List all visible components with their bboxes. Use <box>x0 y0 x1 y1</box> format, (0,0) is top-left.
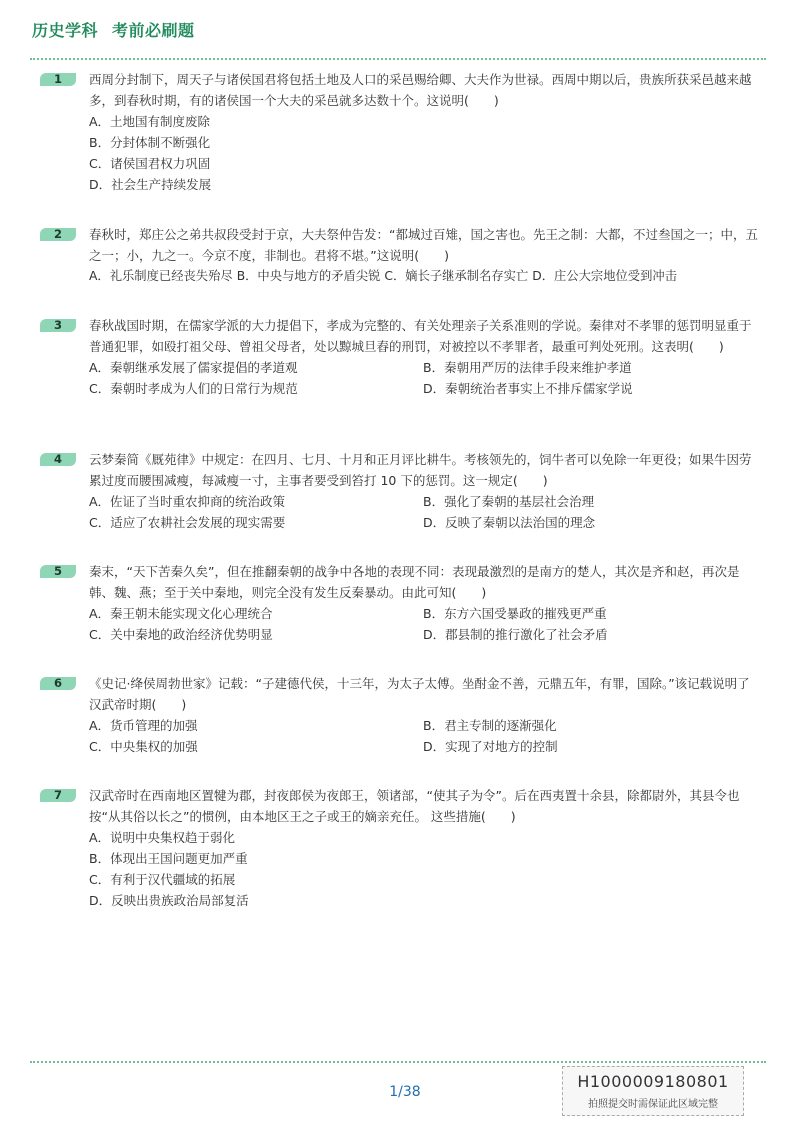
submission-code-note: 拍照提交时需保证此区域完整 <box>588 1099 718 1110</box>
question-number-badge: 7 <box>40 789 76 802</box>
page-header <box>32 18 195 41</box>
option-a[interactable]: A．秦王朝未能实现文化心理统合 <box>89 606 273 621</box>
question-number-badge: 1 <box>40 73 76 86</box>
question-4 <box>40 449 760 533</box>
page-number: 1/38 <box>389 1084 421 1100</box>
option-b[interactable]: B．君主专制的逐渐强化 <box>423 718 557 733</box>
question-number-badge: 2 <box>40 228 76 241</box>
option-a[interactable]: A．佐证了当时重农抑商的统治政策 <box>89 494 286 509</box>
question-stem: 西周分封制下，周天子与诸侯国君将包括土地及人口的采邑赐给卿、大夫作为世禄。西周中期以后，贵族所获采邑越来越多，到春秋时期，有的诸侯国一个大夫的采邑就多达数十个。这说明( ) <box>89 72 752 108</box>
question-3 <box>40 315 760 399</box>
header-title: 考前必刷题 <box>112 21 195 40</box>
option-b[interactable]: B．强化了秦朝的基层社会治理 <box>423 494 595 509</box>
top-divider <box>30 58 766 60</box>
option-a[interactable]: A．秦朝继承发展了儒家提倡的孝道观 <box>89 360 298 375</box>
option-c[interactable]: C．有利于汉代疆域的拓展 <box>89 872 236 887</box>
submission-code: H1000009180801 <box>577 1072 729 1091</box>
question-7 <box>40 785 760 911</box>
subject-label: 历史学科 <box>32 21 99 40</box>
question-5 <box>40 561 760 645</box>
question-number-badge: 3 <box>40 319 76 332</box>
option-c[interactable]: C．嫡长子继承制名存实亡 <box>384 269 529 283</box>
option-a[interactable]: A．货币管理的加强 <box>89 718 198 733</box>
question-6 <box>40 673 760 757</box>
option-d[interactable]: D．庄公大宗地位受到冲击 <box>532 269 677 283</box>
question-stem: 《史记·绛侯周勃世家》记载：“子建德代侯，十三年，为太子太傅。坐酎金不善，元鼎五年，有罪，国除。”该记载说明了汉武帝时期( ) <box>89 676 750 712</box>
option-d[interactable]: D．秦朝统治者事实上不排斥儒家学说 <box>423 381 633 396</box>
option-d[interactable]: D．反映了秦朝以法治国的理念 <box>423 515 596 530</box>
option-a[interactable]: A．土地国有制度废除 <box>89 114 211 129</box>
option-c[interactable]: C．秦朝时孝成为人们的日常行为规范 <box>89 381 298 396</box>
question-stem: 云梦秦简《厩苑律》中规定：在四月、七月、十月和正月评比耕牛。考核领先的，饲牛者可以免除一年更役；如果牛因劳累过度而腰围减瘦，每减瘦一寸，主事者要受到笞打 10 下的惩罚。这一规定( ) <box>89 452 752 488</box>
question-stem: 秦末，“天下苦秦久矣”，但在推翻秦朝的战争中各地的表现不同：表现最激烈的是南方的楚人，其次是齐和赵，再次是韩、魏、燕；至于关中秦地，则完全没有发生反秦暴动。由此可知( ) <box>89 564 740 600</box>
option-a[interactable]: A．说明中央集权趋于弱化 <box>89 830 236 845</box>
question-stem: 汉武帝时在西南地区置犍为郡，封夜郎侯为夜郎王，领诸部，“使其子为令”。后在西夷置十余县，除都尉外，其县令也按“从其俗以长之”的惯例，由本地区王之子或王的嫡亲充任。 这些措施( ) <box>89 788 740 824</box>
option-d[interactable]: D．实现了对地方的控制 <box>423 739 558 754</box>
submission-code-box <box>562 1066 744 1116</box>
question-1 <box>40 69 760 195</box>
question-stem: 春秋战国时期，在儒家学派的大力提倡下，孝成为完整的、有关处理亲子关系准则的学说。秦律对不孝罪的惩罚明显重于普通犯罪，如殴打祖父母、曾祖父母者，处以黥城旦舂的刑罚，对被控以不孝罪者，最重可判处死刑。这表明( ) <box>89 318 752 354</box>
option-b[interactable]: B．中央与地方的矛盾尖锐 <box>236 269 381 283</box>
option-c[interactable]: C．中央集权的加强 <box>89 739 198 754</box>
option-b[interactable]: B．秦朝用严厉的法律手段来维护孝道 <box>423 360 632 375</box>
question-number-badge: 6 <box>40 677 76 690</box>
option-b[interactable]: B．分封体制不断强化 <box>89 135 211 150</box>
option-d[interactable]: D．反映出贵族政治局部复活 <box>89 893 249 908</box>
option-c[interactable]: C．诸侯国君权力巩固 <box>89 156 211 171</box>
question-number-badge: 4 <box>40 453 76 466</box>
option-c[interactable]: C．适应了农耕社会发展的现实需要 <box>89 515 286 530</box>
bottom-divider <box>30 1061 766 1063</box>
option-d[interactable]: D．社会生产持续发展 <box>89 177 212 192</box>
option-b[interactable]: B．东方六国受暴政的摧残更严重 <box>423 606 607 621</box>
option-a[interactable]: A．礼乐制度已经丧失殆尽 <box>89 269 233 283</box>
question-stem: 春秋时，郑庄公之弟共叔段受封于京，大夫祭仲告发：“都城过百雉，国之害也。先王之制：大都，不过叁国之一；中，五之一；小，九之一。今京不度，非制也。君将不堪。”这说明( ) <box>89 227 758 263</box>
question-2 <box>40 224 760 287</box>
option-c[interactable]: C．关中秦地的政治经济优势明显 <box>89 627 273 642</box>
option-d[interactable]: D．郡县制的推行激化了社会矛盾 <box>423 627 608 642</box>
question-number-badge: 5 <box>40 565 76 578</box>
option-b[interactable]: B．体现出王国问题更加严重 <box>89 851 248 866</box>
